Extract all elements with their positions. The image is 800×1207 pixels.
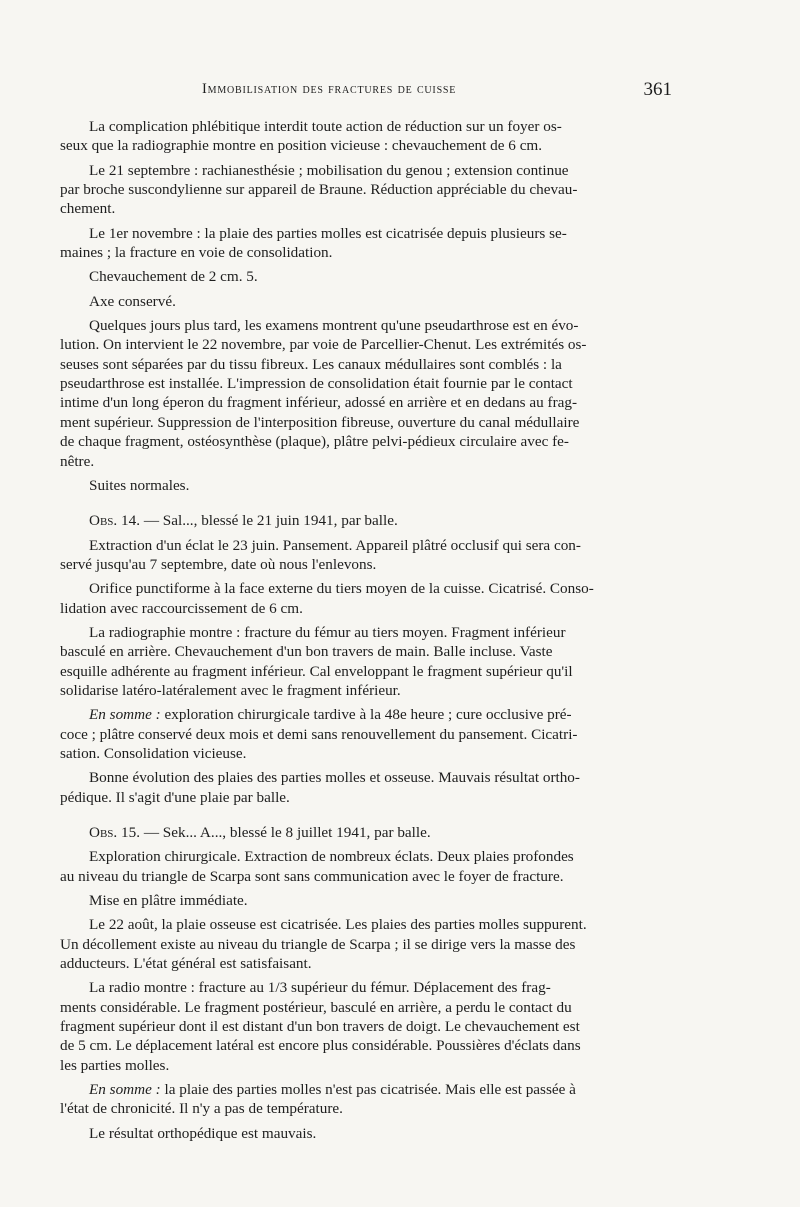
observation-label: Obs. 14. bbox=[89, 512, 141, 530]
paragraph bbox=[60, 978, 667, 1075]
observation-title: — Sek... A..., blessé le 8 juillet 1941, par balle. bbox=[140, 824, 431, 841]
paragraph-line: chement. bbox=[60, 200, 116, 218]
paragraph bbox=[89, 292, 667, 311]
paragraph bbox=[60, 915, 667, 973]
paragraph-line: ments considérable. Le fragment postérieur, basculé en arrière, a perdu le contact du bbox=[60, 998, 572, 1016]
paragraph bbox=[60, 224, 667, 263]
paragraph-line: pseudarthrose est installée. L'impression de consolidation était fournie par le contact bbox=[60, 375, 573, 393]
paragraph bbox=[89, 891, 667, 910]
paragraph-first-line: Quelques jours plus tard, les examens montrent qu'une pseudarthrose est en évo- bbox=[89, 317, 579, 335]
paragraph-line: lidation avec raccourcissement de 6 cm. bbox=[60, 599, 303, 617]
paragraph-line: maines ; la fracture en voie de consolidation. bbox=[60, 244, 333, 262]
paragraph-first-line: Exploration chirurgicale. Extraction de nombreux éclats. Deux plaies profondes bbox=[89, 848, 574, 866]
paragraph bbox=[60, 623, 667, 700]
body-text bbox=[60, 117, 667, 1148]
paragraph-first-line: Le 1er novembre : la plaie des parties molles est cicatrisée depuis plusieurs se- bbox=[89, 224, 567, 242]
page-number: 361 bbox=[643, 79, 672, 100]
paragraph-first-line: Extraction d'un éclat le 23 juin. Pansement. Appareil plâtré occlusif qui sera con- bbox=[89, 536, 581, 554]
paragraph-line: les parties molles. bbox=[60, 1056, 170, 1074]
paragraph bbox=[60, 768, 667, 807]
paragraph-line: lution. On intervient le 22 novembre, par voie de Parcellier-Chenut. Les extrémités os- bbox=[60, 336, 587, 354]
paragraph-line: esquille adhérente au fragment inférieur. Cal enveloppant le fragment supérieur qu'il bbox=[60, 662, 573, 680]
paragraph bbox=[60, 316, 667, 471]
paragraph-first-line: La radiographie montre : fracture du fémur au tiers moyen. Fragment inférieur bbox=[89, 623, 566, 641]
paragraph-line: au niveau du triangle de Scarpa sont sans communication avec le foyer de fracture. bbox=[60, 867, 564, 885]
paragraph-line: basculé en arrière. Chevauchement d'un bon travers de main. Balle incluse. Vaste bbox=[60, 643, 553, 661]
paragraph-first-line: Axe conservé. bbox=[89, 292, 176, 310]
page-header bbox=[202, 79, 672, 103]
paragraph-first-line: Orifice punctiforme à la face externe du tiers moyen de la cuisse. Cicatrisé. Conso- bbox=[89, 580, 594, 598]
paragraph-first-line: La radio montre : fracture au 1/3 supérieur du fémur. Déplacement des frag- bbox=[89, 979, 551, 997]
paragraph-first-line: exploration chirurgicale tardive à la 48e heure ; cure occlusive pré- bbox=[160, 706, 572, 724]
paragraph-first-line: Mise en plâtre immédiate. bbox=[89, 892, 248, 910]
paragraph-line: de 5 cm. Le déplacement latéral est encore plus considérable. Poussières d'éclats dans bbox=[60, 1037, 581, 1055]
paragraph-line: nêtre. bbox=[60, 452, 95, 470]
paragraph bbox=[60, 705, 667, 763]
running-title: Immobilisation des fractures de cuisse bbox=[202, 81, 457, 97]
observation-title: — Sal..., blessé le 21 juin 1941, par balle. bbox=[140, 512, 398, 530]
paragraph-first-line: Suites normales. bbox=[89, 476, 190, 494]
paragraph bbox=[60, 536, 667, 575]
paragraph bbox=[60, 1080, 667, 1119]
paragraph-line: Un décollement existe au niveau du triangle de Scarpa ; il se dirige vers la masse des bbox=[60, 935, 576, 953]
paragraph bbox=[89, 476, 667, 495]
paragraph-line: adducteurs. L'état général est satisfaisant. bbox=[60, 955, 312, 973]
paragraph-line: servé jusqu'au 7 septembre, date où nous l'enlevons. bbox=[60, 555, 377, 573]
paragraph bbox=[60, 117, 667, 156]
paragraph-line: par broche suscondylienne sur appareil de Braune. Réduction appréciable du chevau- bbox=[60, 181, 578, 199]
obs14-heading bbox=[89, 511, 667, 530]
paragraph-line: seux que la radiographie montre en position vicieuse : chevauchement de 6 cm. bbox=[60, 137, 543, 155]
paragraph bbox=[89, 267, 667, 286]
paragraph bbox=[60, 161, 667, 219]
italic-lead: En somme : bbox=[89, 1081, 161, 1099]
paragraph-first-line: Le 22 août, la plaie osseuse est cicatrisée. Les plaies des parties molles suppurent. bbox=[89, 916, 587, 934]
paragraph-line: l'état de chronicité. Il n'y a pas de température. bbox=[60, 1100, 343, 1118]
paragraph-line: ment supérieur. Suppression de l'interposition fibreuse, ouverture du canal médullaire bbox=[60, 413, 580, 431]
paragraph-line: intime d'un long éperon du fragment inférieur, adossé en arrière et en dedans au frag- bbox=[60, 394, 578, 412]
paragraph-line: seuses sont séparées par du tissu fibreux. Les canaux médullaires sont comblés : la bbox=[60, 355, 562, 373]
paragraph-line: coce ; plâtre conservé deux mois et demi sans renouvellement du pansement. Cicatri- bbox=[60, 725, 578, 743]
obs15-heading bbox=[89, 823, 667, 842]
italic-lead: En somme : bbox=[89, 706, 161, 724]
paragraph-first-line: Chevauchement de 2 cm. 5. bbox=[89, 268, 258, 286]
paragraph-line: sation. Consolidation vicieuse. bbox=[60, 744, 247, 762]
paragraph-first-line: Bonne évolution des plaies des parties molles et osseuse. Mauvais résultat ortho- bbox=[89, 769, 580, 787]
paragraph-first-line: Le 21 septembre : rachianesthésie ; mobilisation du genou ; extension continue bbox=[89, 161, 569, 179]
paragraph bbox=[60, 847, 667, 886]
paragraph bbox=[89, 1124, 667, 1143]
paragraph-line: de chaque fragment, ostéosynthèse (plaque), plâtre pelvi-pédieux circulaire avec fe- bbox=[60, 433, 569, 451]
paragraph-first-line: La complication phlébitique interdit toute action de réduction sur un foyer os- bbox=[89, 118, 562, 135]
paragraph-first-line: Le résultat orthopédique est mauvais. bbox=[89, 1124, 317, 1142]
paragraph-line: fragment supérieur dont il est distant d'un bon travers de doigt. Le chevauchement est bbox=[60, 1018, 580, 1036]
paragraph-line: solidarise latéro-latéralement avec le fragment inférieur. bbox=[60, 681, 401, 699]
paragraph bbox=[60, 579, 667, 618]
paragraph-line: pédique. Il s'agit d'une plaie par balle. bbox=[60, 788, 290, 806]
paragraph-first-line: la plaie des parties molles n'est pas cicatrisée. Mais elle est passée à bbox=[160, 1081, 576, 1099]
observation-label: Obs. 15. bbox=[89, 824, 141, 841]
